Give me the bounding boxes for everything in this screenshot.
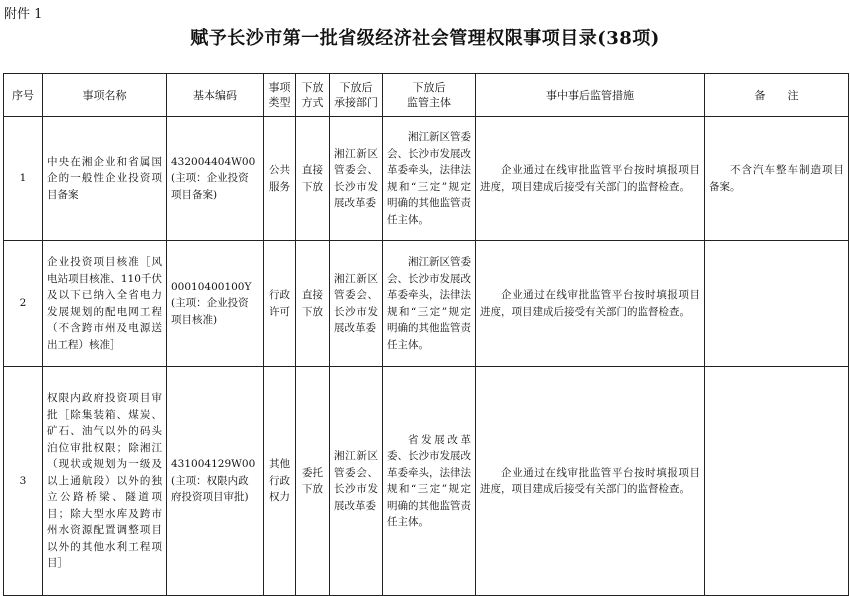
header-name: 事项名称	[43, 74, 167, 117]
header-supervisor-line1: 下放后	[412, 81, 446, 94]
cell-supervisor: 湘江新区管委会、长沙市发展改革委牵头，法律法规和“三定”规定明确的其他监管责任主体。	[383, 241, 476, 367]
cell-mode: 直接下放	[296, 241, 330, 367]
header-measures: 事中事后监管措施	[476, 74, 705, 117]
table-row	[4, 241, 849, 367]
cell-remark: 不含汽车整车制造项目备案。	[705, 117, 849, 241]
cell-seq: 2	[4, 241, 43, 367]
header-supervisor	[383, 74, 476, 117]
cell-dept: 湘江新区管委会、长沙市发展改革委	[330, 117, 383, 241]
code-note: (主项：企业投资项目备案)	[171, 172, 249, 201]
cell-remark	[705, 241, 849, 367]
document-title: 赋予长沙市第一批省级经济社会管理权限事项目录(38项)	[190, 28, 660, 49]
cell-mode: 直接下放	[296, 117, 330, 241]
cell-supervisor: 湘江新区管委会、长沙市发展改革委牵头，法律法规和“三定”规定明确的其他监管责任主体。	[383, 117, 476, 241]
cell-supervisor: 省发展改革委、长沙市发展改革委牵头，法律法规和“三定”规定明确的其他监管责任主体。	[383, 367, 476, 596]
cell-remark	[705, 367, 849, 596]
code-value: 00010400100Y	[171, 280, 252, 293]
cell-seq: 1	[4, 117, 43, 241]
header-mode-line1: 下放	[301, 81, 324, 94]
header-supervisor-line2: 监管主体	[407, 96, 451, 109]
items-table	[3, 73, 849, 596]
header-remark: 备 注	[705, 74, 849, 117]
cell-mode: 委托下放	[296, 367, 330, 596]
cell-type: 其他行政权力	[264, 367, 296, 596]
cell-measures: 企业通过在线审批监管平台按时填报项目进度，项目建成后接受有关部门的监督检查。	[476, 117, 705, 241]
cell-type: 行政许可	[264, 241, 296, 367]
code-value: 432004404W00	[171, 155, 256, 168]
header-code: 基本编码	[167, 74, 264, 117]
cell-code	[167, 241, 264, 367]
code-value: 431004129W00	[171, 458, 256, 471]
cell-name: 中央在湘企业和省属国企的一般性企业投资项目备案	[43, 117, 167, 241]
header-dept-line2: 承接部门	[334, 96, 378, 109]
cell-seq: 3	[4, 367, 43, 596]
cell-measures: 企业通过在线审批监管平台按时填报项目进度，项目建成后接受有关部门的监督检查。	[476, 367, 705, 596]
header-type	[264, 74, 296, 117]
cell-code	[167, 117, 264, 241]
header-mode-line2: 方式	[301, 96, 324, 109]
cell-code	[167, 367, 264, 596]
header-seq: 序号	[4, 74, 43, 117]
table-row	[4, 367, 849, 596]
cell-name: 企业投资项目核准［风电站项目核准、110千伏及以下已纳入全省电力发展规划的配电网工程（不含跨市州及电源送出工程）核准］	[43, 241, 167, 367]
cell-type: 公共服务	[264, 117, 296, 241]
cell-name: 权限内政府投资项目审批［除集装箱、煤炭、矿石、油气以外的码头泊位审批权限；除湘江（现状或规划为一级及以上通航段）以外的独立公路桥梁、隧道项目；除大型水库及跨市州水资源配置调整项目以外的其他水利工程项目］	[43, 367, 167, 596]
header-mode	[296, 74, 330, 117]
header-type-line1: 事项	[268, 81, 291, 94]
cell-dept: 湘江新区管委会、长沙市发展改革委	[330, 241, 383, 367]
header-dept-line1: 下放后	[339, 81, 373, 94]
code-note: (主项：权限内政府投资项目审批)	[171, 474, 249, 504]
table-row	[4, 117, 849, 241]
table-header-row	[4, 74, 849, 117]
cell-dept: 湘江新区管委会、长沙市发展改革委	[330, 367, 383, 596]
header-type-line2: 类型	[268, 96, 291, 109]
attachment-label: 附件 1	[4, 7, 43, 22]
code-note: (主项：企业投资项目核准)	[171, 297, 249, 326]
header-dept	[330, 74, 383, 117]
cell-measures: 企业通过在线审批监管平台按时填报项目进度，项目建成后接受有关部门的监督检查。	[476, 241, 705, 367]
